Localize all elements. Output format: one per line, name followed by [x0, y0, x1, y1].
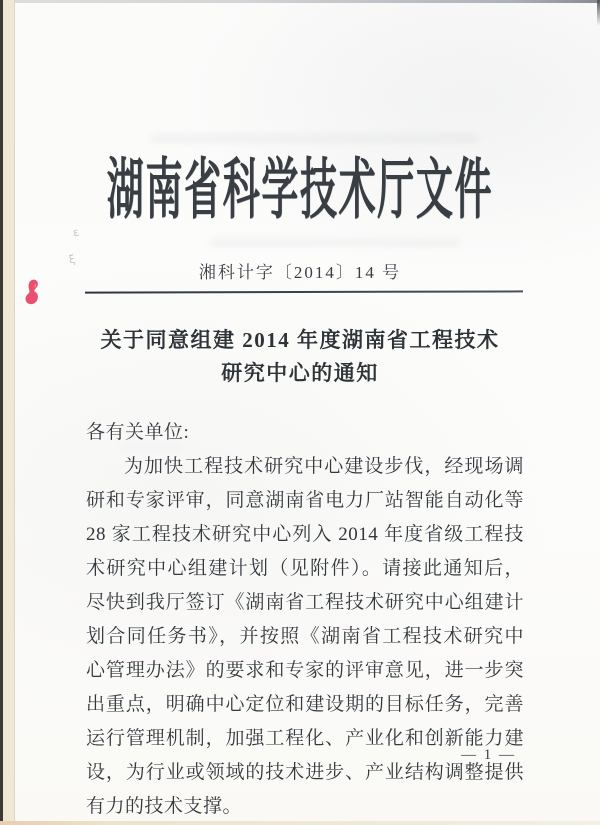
notice-title-line2: 研究中心的通知	[221, 361, 379, 385]
bleedthrough-smudge	[210, 238, 460, 247]
bleedthrough-smudge	[150, 133, 480, 144]
page-number: — 1 —	[461, 747, 516, 763]
notice-title-line1: 关于同意组建 2014 年度湖南省工程技术	[100, 328, 500, 352]
document-body	[86, 416, 524, 824]
scan-edge-top	[0, 0, 600, 3]
document-reference-number: 湘科计字〔2014〕14 号	[198, 263, 402, 282]
header-separator-rule	[85, 290, 523, 293]
red-ink-mark-icon	[23, 279, 41, 309]
salutation: 各有关单位:	[86, 422, 190, 443]
pencil-mark: ξ	[67, 252, 77, 267]
body-paragraph: 为加快工程技术研究中心建设步伐，经现场调研和专家评审，同意湖南省电力厂站智能自动化等 28 家工程技术研究中心列入 2014 年度省级工程技术研究中心组建计划（见附件）。请接此通知后，尽快到我厅签订《湖南省工程技术研究中心组建计划合同任务书》，并按照《湖南省工程技术研究中心管理办法》的要求和专家的评审意见，进一步突出重点，明确中心定位和建设期的目标任务，完善运行管理机制，加强工程化、产业化和创新能力建设，为行业或领域的技术进步、产业结构调整提供有力的技术支撑。	[86, 456, 524, 817]
pencil-mark: ε	[71, 225, 81, 240]
scan-edge-left-paper-strip	[3, 0, 15, 825]
document-header-title: 湖南省科学技术厅文件	[106, 154, 494, 227]
notice-title	[0, 324, 600, 390]
